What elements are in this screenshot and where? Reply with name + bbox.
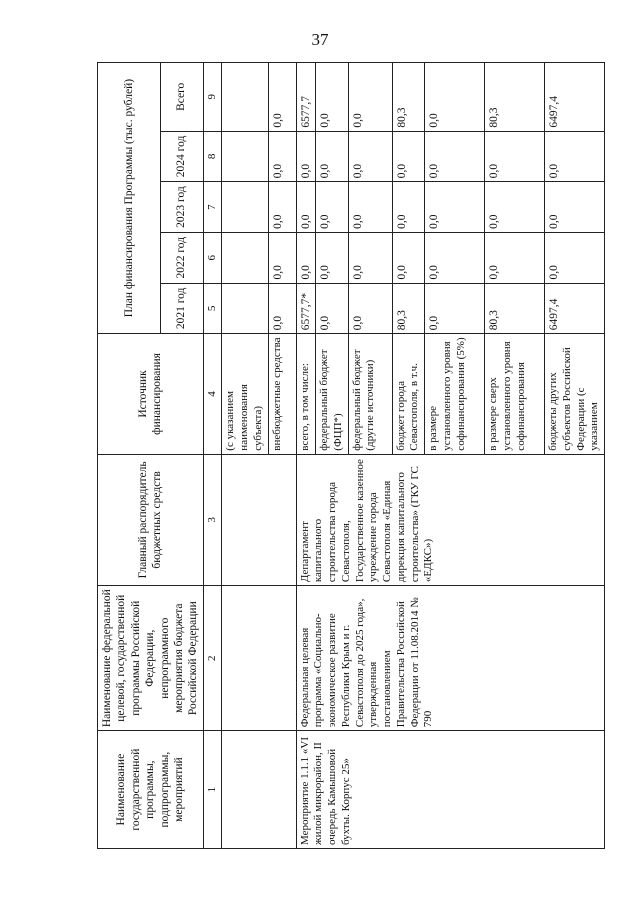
value-total: 6577,7 [296, 63, 315, 132]
value-2024 [222, 131, 268, 182]
blank-cell [222, 731, 296, 849]
value-2023: 0,0 [425, 182, 485, 233]
source-cell: федеральный бюджет (другие источники) [348, 334, 392, 454]
value-total: 0,0 [425, 63, 485, 132]
value-2023: 0,0 [268, 182, 296, 233]
page-number: 37 [311, 30, 329, 49]
source-cell: бюджет города Севастополя, в т.ч. [392, 334, 425, 454]
header-col1: Наименование государственной программы, подпрограммы, мероприятий [98, 731, 204, 849]
colnum-2: 2 [203, 586, 222, 731]
value-2022: 0,0 [268, 232, 296, 283]
value-2022: 0,0 [348, 232, 392, 283]
source-cell: всего, в том числе: [296, 334, 315, 454]
value-2021: 0,0 [348, 283, 392, 334]
value-2022: 0,0 [316, 232, 349, 283]
value-2021: 6497,4 [545, 283, 605, 334]
blank-cell [222, 586, 296, 731]
source-cell: бюджеты других субъектов Российской Федерации (с указанием [545, 334, 605, 454]
value-total [222, 63, 268, 132]
header-col2: Наименование федеральной целевой, государственной программы Российской Федерации, непрограммного мероприятия бюджета Российской Федерации [98, 586, 204, 731]
value-2023 [222, 182, 268, 233]
value-2024: 0,0 [348, 131, 392, 182]
value-total: 6497,4 [545, 63, 605, 132]
source-cell: федеральный бюджет (ФЦП*) [316, 334, 349, 454]
colnum-1: 1 [203, 731, 222, 849]
colnum-9: 9 [203, 63, 222, 132]
header-col4: Источник финансирования [98, 334, 204, 454]
value-2021: 80,3 [485, 283, 545, 334]
value-2024: 0,0 [545, 131, 605, 182]
value-2021: 80,3 [392, 283, 425, 334]
header-total: Всего [160, 63, 203, 132]
source-cell: внебюджетные средства [268, 334, 296, 454]
value-2024: 0,0 [268, 131, 296, 182]
financing-table [97, 62, 605, 849]
value-2022: 0,0 [296, 232, 315, 283]
value-2023: 0,0 [545, 182, 605, 233]
blank-cell [222, 454, 296, 585]
colnum-7: 7 [203, 182, 222, 233]
financing-table-container [97, 62, 601, 849]
value-2022: 0,0 [425, 232, 485, 283]
value-total: 0,0 [268, 63, 296, 132]
header-2022: 2022 год [160, 232, 203, 283]
value-2021: 6577,7* [296, 283, 315, 334]
value-2021: 0,0 [425, 283, 485, 334]
value-2023: 0,0 [316, 182, 349, 233]
value-2024: 0,0 [392, 131, 425, 182]
value-2022 [222, 232, 268, 283]
source-cell: в размере установленного уровня софинансирования (5%) [425, 334, 485, 454]
header-2021: 2021 год [160, 283, 203, 334]
colnum-8: 8 [203, 131, 222, 182]
value-total: 0,0 [348, 63, 392, 132]
value-2022: 0,0 [485, 232, 545, 283]
header-plan: План финансирования Программы (тыс. рублей) [98, 63, 161, 334]
table-row [222, 63, 268, 849]
colnum-6: 6 [203, 232, 222, 283]
measure-program: Федеральная целевая программа «Социально-экономическое развитие Республики Крым и г. Севастополя до 2025 года», утвержденная постановлением Правительства Российской Федерации от 11.08.2014 № 790 [296, 586, 604, 731]
header-2023: 2023 год [160, 182, 203, 233]
value-total: 80,3 [392, 63, 425, 132]
value-2023: 0,0 [348, 182, 392, 233]
source-cell: (с указанием наименования субъекта) [222, 334, 268, 454]
value-2021: 0,0 [268, 283, 296, 334]
header-2024: 2024 год [160, 131, 203, 182]
value-2022: 0,0 [392, 232, 425, 283]
value-2021 [222, 283, 268, 334]
colnum-4: 4 [203, 334, 222, 454]
value-2024: 0,0 [425, 131, 485, 182]
value-2024: 0,0 [316, 131, 349, 182]
value-2024: 0,0 [485, 131, 545, 182]
value-2023: 0,0 [392, 182, 425, 233]
value-2023: 0,0 [296, 182, 315, 233]
value-2023: 0,0 [485, 182, 545, 233]
source-cell: в размере сверх установленного уровня софинансирования [485, 334, 545, 454]
value-total: 0,0 [316, 63, 349, 132]
value-2024: 0,0 [296, 131, 315, 182]
value-2021: 0,0 [316, 283, 349, 334]
colnum-5: 5 [203, 283, 222, 334]
table-row [296, 63, 315, 849]
header-col3: Главный распорядитель бюджетных средств [98, 454, 204, 585]
column-number-row [203, 63, 222, 849]
value-2022: 0,0 [545, 232, 605, 283]
header-row-1 [98, 63, 161, 849]
value-total: 80,3 [485, 63, 545, 132]
measure-name: Мероприятие 1.1.1 «VI жилой микрорайон, II очередь Камышовой бухты. Корпус 25» [296, 731, 604, 849]
colnum-3: 3 [203, 454, 222, 585]
measure-administrator: Департамент капитального строительства города Севастополя, Государственное казенное учреждение города Севастополя «Единая дирекция капитального строительства» (ГКУ ГС «ЕДКС») [296, 454, 604, 585]
